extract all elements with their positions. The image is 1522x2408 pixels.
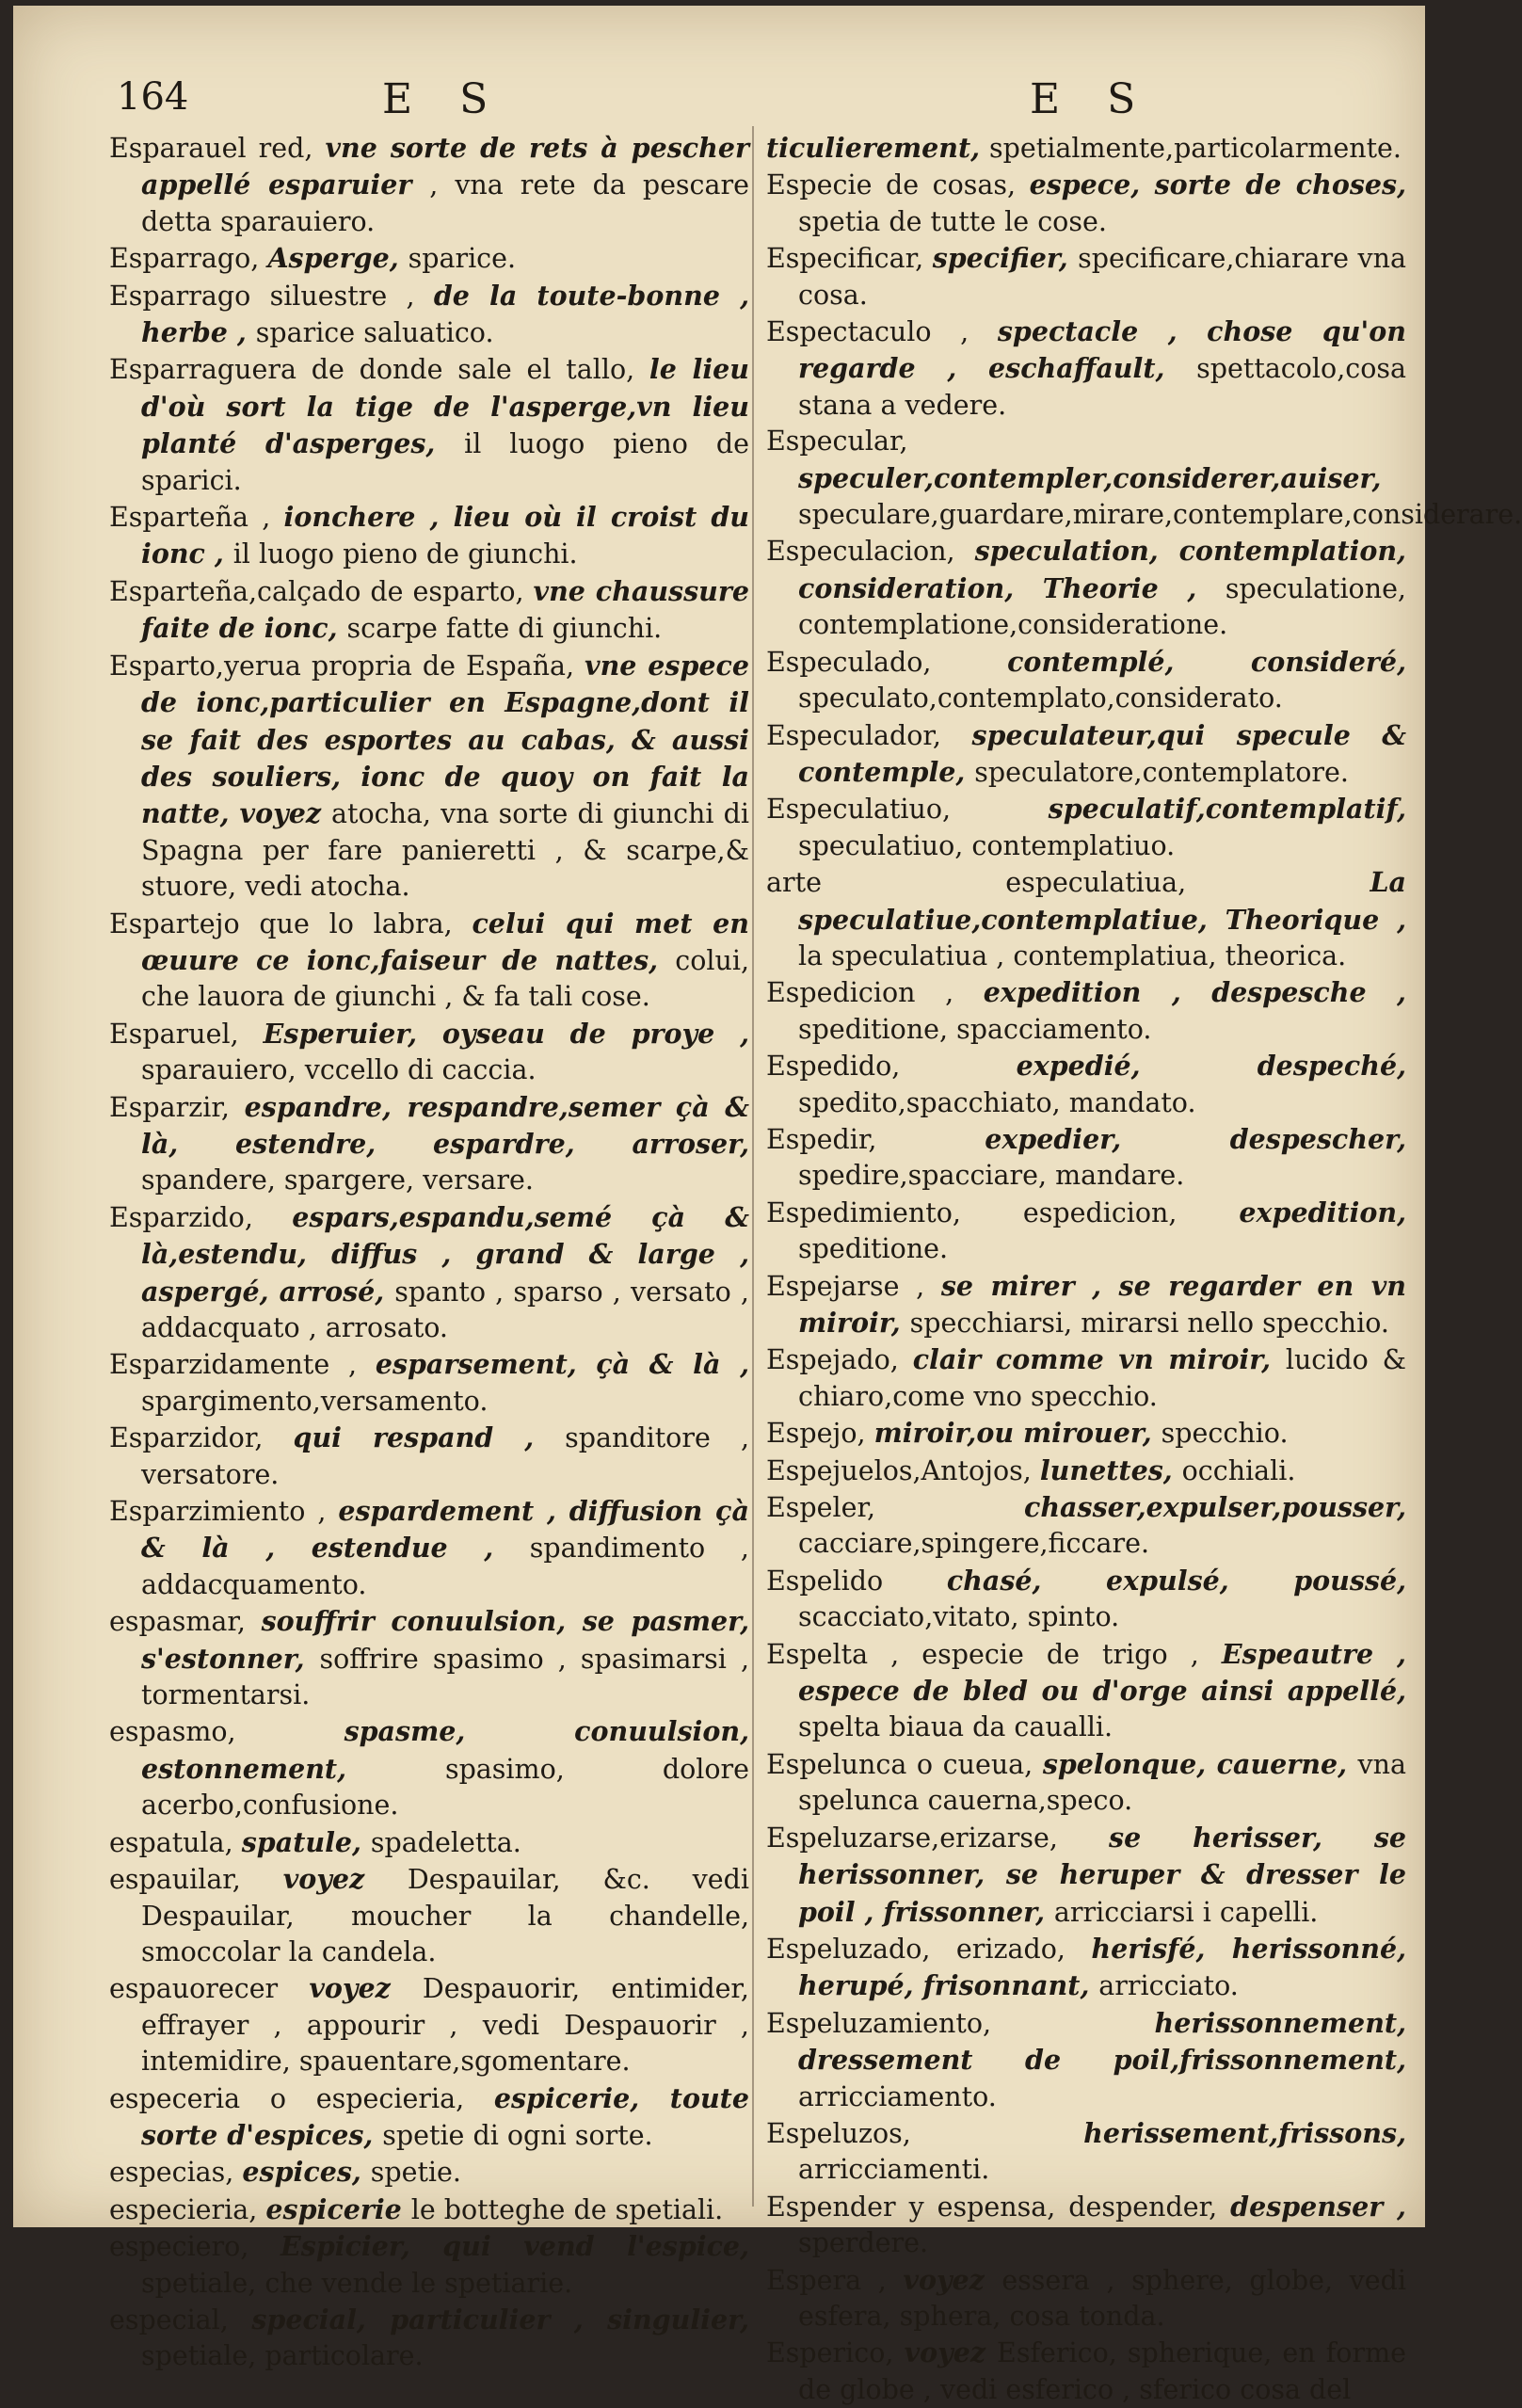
french-gloss: esparsement, çà & là ,	[375, 1348, 749, 1381]
right-column	[766, 130, 1522, 2408]
spanish-term: Especulador,	[766, 719, 972, 751]
french-gloss: expedition , despesche ,	[983, 976, 1406, 1009]
dictionary-entry	[766, 1048, 1406, 1121]
left-column	[109, 130, 749, 2375]
dictionary-entry	[109, 1824, 749, 1861]
spanish-term: Esparuel,	[109, 1018, 264, 1050]
spanish-term: Esparto,yerua propria de España,	[109, 650, 585, 682]
french-gloss: speculation, contemplation, consideration, Theorie ,	[798, 535, 1406, 604]
french-gloss: espardement , diffusion çà & là , estendue ,	[141, 1495, 750, 1565]
spanish-term: Esparteña ,	[109, 502, 284, 534]
italian-gloss: spedire,spacciare, mandare.	[798, 1160, 1185, 1192]
italian-gloss: occhiali.	[1181, 1454, 1296, 1486]
french-gloss: specifier,	[932, 242, 1079, 275]
spanish-term: espasmo,	[109, 1716, 344, 1748]
italian-gloss: spetia de tutte le cose.	[798, 205, 1107, 237]
french-gloss: espices,	[242, 2156, 371, 2189]
french-gloss: voyez	[309, 1972, 423, 2005]
dictionary-entry	[766, 130, 1406, 167]
dictionary-entry	[766, 1341, 1406, 1415]
dictionary-entry	[766, 1563, 1406, 1636]
dictionary-entry	[766, 2262, 1406, 2336]
italian-gloss: , vna rete da pescare detta sparauiero.	[141, 169, 750, 237]
italian-gloss: specificare,chiarare vna cosa.	[798, 243, 1406, 311]
french-gloss: qui respand ,	[293, 1421, 566, 1454]
italian-gloss: scacciato,vitato, spinto.	[798, 1601, 1120, 1633]
spanish-term: especias,	[109, 2157, 243, 2189]
italian-gloss: speculatore,contemplatore.	[974, 756, 1349, 788]
spanish-term: Espedido,	[766, 1051, 1017, 1083]
french-gloss: voyez	[903, 2263, 1002, 2296]
dictionary-entry	[766, 1453, 1406, 1489]
dictionary-entry	[766, 1746, 1406, 1820]
italian-gloss: essera , sphere, globe, vedi esfera, sphera, cosa tonda.	[798, 2264, 1406, 2332]
dictionary-entry	[109, 278, 749, 352]
italian-gloss: spettacolo,cosa stana a vedere.	[798, 353, 1406, 421]
dictionary-entry	[766, 2005, 1406, 2115]
spanish-term: especeria o especieria,	[109, 2082, 494, 2114]
spanish-term: arte especulatiua,	[766, 867, 1370, 899]
french-gloss: miroir,ou mirouer,	[873, 1417, 1162, 1450]
italian-gloss: atocha, vna sorte di giunchi di Spagna per fare panieretti , & scarpe,& stuore, vedi atocha.	[141, 798, 749, 903]
left-running-head: E S	[382, 75, 505, 123]
french-gloss: espicerie, toute sorte d'espices,	[141, 2081, 749, 2151]
spanish-term: espasmar,	[109, 1606, 262, 1638]
spanish-term: Especificar,	[766, 243, 933, 275]
italian-gloss: arricciamento.	[798, 2080, 997, 2112]
italian-gloss: sparauiero, vccello di caccia.	[141, 1054, 537, 1086]
spanish-term: espatula,	[109, 1826, 242, 1858]
spanish-term: Espeluzamiento,	[766, 2007, 1155, 2039]
spanish-term: Espeler,	[766, 1492, 1024, 1524]
dictionary-entry	[766, 1636, 1406, 1746]
italian-gloss: soffrire spasimo , spasimarsi , tormentarsi.	[141, 1643, 750, 1711]
french-gloss: ionchere , lieu où il croist du ionc ,	[141, 501, 749, 570]
dictionary-entry	[109, 2080, 749, 2155]
french-gloss: expedition,	[1239, 1196, 1406, 1228]
spanish-term: especial,	[109, 2304, 252, 2336]
dictionary-entry	[766, 1415, 1406, 1452]
spanish-term: espauilar,	[109, 1864, 283, 1896]
french-gloss: speculateur,qui specule & contemple,	[798, 718, 1406, 788]
spanish-term: Esparzidor,	[109, 1422, 294, 1454]
italian-gloss: cacciare,spingere,ficcare.	[798, 1528, 1150, 1560]
dictionary-entry	[109, 351, 749, 499]
french-gloss: spatule,	[241, 1825, 371, 1858]
spanish-term: Espejuelos,Antojos,	[766, 1454, 1040, 1486]
dictionary-entry	[109, 1199, 749, 1347]
spanish-term: Especulatiuo,	[766, 794, 1049, 826]
italian-gloss: spetie.	[370, 2157, 461, 2189]
italian-gloss: lucido & chiaro,come vno specchio.	[798, 1344, 1406, 1412]
italian-gloss: il luogo pieno de sparici.	[141, 428, 749, 496]
dictionary-entry	[109, 2302, 749, 2375]
dictionary-entry	[766, 533, 1406, 643]
dictionary-entry	[766, 2115, 1406, 2189]
french-gloss: de la toute-bonne , herbe ,	[141, 279, 749, 349]
french-gloss: spasme, conuulsion, estonnement,	[141, 1715, 749, 1785]
spanish-term: Espeluzarse,erizarse,	[766, 1822, 1110, 1854]
french-gloss: Esperuier, oyseau de proye ,	[263, 1017, 749, 1050]
spanish-term: Esparzidamente ,	[109, 1349, 376, 1381]
dictionary-entry	[766, 1489, 1406, 1563]
french-gloss: spectacle , chose qu'on regarde , eschaffault,	[798, 315, 1406, 385]
italian-gloss: speditione.	[798, 1233, 949, 1265]
french-gloss: espars,espandu,semé çà & là,estendu, diffus , grand & large , aspergé, arrosé,	[141, 1200, 749, 1308]
italian-gloss: spetie di ogni sorte.	[382, 2119, 653, 2151]
dictionary-entry	[109, 499, 749, 573]
spanish-term: Esparzido,	[109, 1201, 293, 1233]
dictionary-entry	[766, 2189, 1406, 2262]
italian-gloss: speculare,guardare,mirare,contemplare,considerare.	[798, 499, 1522, 531]
dictionary-entry	[766, 974, 1406, 1048]
italian-gloss: le botteghe de spetiali.	[410, 2193, 724, 2225]
french-gloss: vne espece de ionc,particulier en Espagne,dont il se fait des esportes au cabas, & aussi des souliers, ionc de quoy on fait la natte, voyez	[141, 649, 749, 830]
spanish-term: especieria,	[109, 2193, 266, 2225]
spanish-term: Espera ,	[766, 2264, 904, 2296]
french-gloss: vne chaussure faite de ionc,	[141, 574, 749, 645]
dictionary-entry	[766, 864, 1406, 974]
french-gloss: Asperge,	[267, 242, 409, 275]
italian-gloss: speculatiuo, contemplatiuo.	[798, 829, 1176, 861]
dictionary-entry	[766, 717, 1406, 792]
dictionary-entry	[109, 2154, 749, 2191]
spanish-term: Espedicion ,	[766, 977, 984, 1009]
french-gloss: La speculatiue,contemplatiue, Theorique ,	[798, 866, 1406, 936]
french-gloss: Espicier, qui vend l'espice,	[280, 2230, 749, 2263]
french-gloss: souffrir conuulsion, se pasmer, s'estonner,	[141, 1605, 750, 1675]
french-gloss: le lieu d'où sort la tige de l'asperge,vn lieu planté d'asperges,	[141, 353, 749, 460]
dictionary-entry	[766, 1195, 1406, 1268]
spanish-term: Esparrago,	[109, 243, 268, 275]
italian-gloss: spetiale, che vende le spetiarie.	[141, 2267, 573, 2299]
dictionary-page	[13, 6, 1522, 2405]
italian-gloss: spasimo, dolore acerbo,confusione.	[141, 1753, 749, 1822]
dictionary-entry	[109, 573, 749, 648]
french-gloss: herisfé, herissonné, herupé, frisonnant,	[798, 1932, 1406, 2002]
italian-gloss: spadeletta.	[370, 1826, 521, 1858]
dictionary-entry	[766, 644, 1406, 717]
french-gloss: voyez	[904, 2336, 998, 2369]
italian-gloss: arricciamenti.	[798, 2154, 990, 2186]
spanish-term: Esparzir,	[109, 1091, 245, 1123]
spanish-term: Espedir,	[766, 1123, 985, 1155]
french-gloss: voyez	[282, 1863, 408, 1896]
french-gloss: despenser ,	[1230, 2190, 1406, 2223]
italian-gloss: sperdere.	[798, 2227, 929, 2259]
french-gloss: espicerie	[265, 2192, 411, 2225]
dictionary-entry	[109, 1346, 749, 1420]
italian-gloss: Despauilar, &c. vedi Despauilar, moucher la chandelle, smoccolar la candela.	[141, 1864, 750, 1967]
dictionary-entry	[766, 1820, 1406, 1931]
dictionary-entry	[766, 240, 1406, 313]
spanish-term: Espender y espensa, despender,	[766, 2191, 1231, 2223]
dictionary-entry	[766, 791, 1406, 864]
dictionary-entry	[766, 2335, 1406, 2408]
french-gloss: se mirer , se regarder en vn miroir,	[798, 1269, 1406, 1339]
french-gloss: clair comme vn miroir,	[912, 1343, 1286, 1376]
italian-gloss: sparice saluatico.	[255, 317, 494, 349]
spanish-term: Esparzimiento ,	[109, 1496, 339, 1528]
page-number: 164	[117, 75, 189, 119]
dictionary-entry	[109, 130, 749, 240]
dictionary-entry	[766, 1931, 1406, 2005]
french-gloss: speculer,contempler,considerer,auiser,	[798, 461, 1382, 494]
dictionary-entry	[109, 1970, 749, 2079]
dictionary-entry	[766, 1121, 1406, 1195]
spanish-term: Espejarse ,	[766, 1270, 941, 1302]
italian-gloss: scarpe fatte di giunchi.	[346, 613, 663, 645]
spanish-term: Esparraguera de donde sale el tallo,	[109, 354, 649, 386]
dictionary-entry	[109, 648, 749, 906]
dictionary-entry	[109, 1861, 749, 1970]
french-gloss: speculatif,contemplatif,	[1048, 793, 1406, 826]
italian-gloss: spargimento,versamento.	[141, 1385, 489, 1417]
french-gloss: contemplé, consideré,	[1007, 645, 1406, 678]
italian-gloss: arricciato.	[1098, 1970, 1239, 2002]
spanish-term: Espectaculo ,	[766, 316, 998, 348]
dictionary-entry	[109, 1420, 749, 1493]
italian-gloss: colui, che lauora de giunchi , & fa tali cose.	[141, 944, 749, 1013]
french-gloss: special, particulier , singulier,	[251, 2303, 750, 2336]
spanish-term: Esperico,	[766, 2337, 905, 2369]
italian-gloss: spandimento , addacquamento.	[141, 1533, 749, 1600]
spanish-term: Esparauel red,	[109, 133, 326, 164]
french-gloss: spelonque, cauerne,	[1042, 1747, 1358, 1780]
italian-gloss: speculatione, contemplatione,consideratione.	[798, 572, 1406, 641]
italian-gloss: il luogo pieno de giunchi.	[232, 538, 578, 570]
dictionary-entry	[766, 1268, 1406, 1342]
spanish-term: Esparteña,calçado de esparto,	[109, 575, 534, 607]
spanish-term: espauorecer	[109, 1973, 310, 2005]
italian-gloss: spanto , sparso , versato , addacquato , arrosato.	[141, 1276, 749, 1343]
dictionary-entry	[109, 1016, 749, 1089]
french-gloss: celui qui met en œuure ce ionc,faiseur de nattes,	[141, 907, 749, 976]
italian-gloss: arricciarsi i capelli.	[1053, 1896, 1319, 1928]
italian-gloss: spetialmente,particolarmente.	[989, 133, 1402, 164]
french-gloss: espandre, respandre,semer çà & là, estendre, espardre, arroser,	[141, 1090, 749, 1160]
spanish-term: Espelido	[766, 1565, 947, 1597]
italian-gloss: Esferico, spherique, en forme de globe , vedi esferico , sferico cosa del	[798, 2337, 1406, 2405]
dictionary-entry	[109, 240, 749, 277]
dictionary-entry	[766, 424, 1522, 533]
french-gloss: vne sorte de rets à pescher appellé esparuier	[141, 132, 750, 201]
spanish-term: Especulado,	[766, 646, 1008, 678]
spanish-term: Espedimiento, espedicion,	[766, 1196, 1240, 1228]
italian-gloss: spandere, spargere, versare.	[141, 1164, 534, 1196]
italian-gloss: spetiale, particolare.	[141, 2340, 424, 2372]
french-gloss: chasser,expulser,pousser,	[1023, 1491, 1406, 1524]
french-gloss: chasé, expulsé, poussé,	[946, 1564, 1406, 1597]
spanish-term: Espejo,	[766, 1418, 874, 1450]
spanish-term: Espelunca o cueua,	[766, 1748, 1043, 1780]
italian-gloss: spedito,spacchiato, mandato.	[798, 1086, 1196, 1118]
french-gloss: se herisser, se herissonner, se heruper & dresser le poil , frissonner,	[798, 1821, 1406, 1928]
italian-gloss: specchiarsi, mirarsi nello specchio.	[909, 1308, 1389, 1339]
dictionary-entry	[109, 1603, 749, 1713]
spanish-term: Espeluzos,	[766, 2117, 1084, 2149]
italian-gloss: spanditore , versatore.	[141, 1422, 750, 1490]
spanish-term: Espejado,	[766, 1344, 913, 1376]
spanish-term: Especie de cosas,	[766, 169, 1030, 201]
dictionary-entry	[109, 2228, 749, 2302]
spanish-term: especiero,	[109, 2231, 281, 2263]
dictionary-entry	[109, 1493, 749, 1603]
french-gloss: espece, sorte de choses,	[1029, 169, 1406, 201]
dictionary-entry	[109, 906, 749, 1016]
dictionary-entry	[109, 2191, 749, 2228]
french-gloss: expedier, despescher,	[985, 1122, 1406, 1155]
french-gloss: herissonnement, dressement de poil,frissonnement,	[798, 2006, 1406, 2077]
italian-gloss: Despauorir, entimider, effrayer , appourir , vedi Despauorir , intemidire, spauentare,sgomentare.	[141, 1973, 749, 2078]
spanish-term: Especulacion,	[766, 536, 975, 568]
right-running-head: E S	[1030, 75, 1153, 123]
dictionary-entry	[766, 167, 1406, 240]
italian-gloss: la speculatiua , contemplatiua, theorica.	[798, 939, 1347, 971]
dictionary-entry	[109, 1713, 749, 1823]
italian-gloss: specchio.	[1161, 1418, 1289, 1450]
italian-gloss: vna spelunca cauerna,speco.	[798, 1748, 1406, 1817]
italian-gloss: speculato,contemplato,considerato.	[798, 682, 1283, 714]
spanish-term: Especular,	[766, 425, 908, 458]
italian-gloss: spelta biaua da caualli.	[798, 1711, 1113, 1743]
spanish-term: Espartejo que lo labra,	[109, 907, 473, 939]
dictionary-entry	[766, 313, 1406, 424]
column-divider	[752, 126, 754, 2207]
french-gloss: ticulierement,	[766, 132, 990, 164]
french-gloss: herissement,frissons,	[1083, 2116, 1406, 2149]
spanish-term: Espeluzado, erizado,	[766, 1933, 1092, 1965]
dictionary-entry	[109, 1089, 749, 1199]
spanish-term: Esparrago siluestre ,	[109, 280, 434, 312]
french-gloss: Espeautre , espece de bled ou d'orge ainsi appellé,	[798, 1637, 1406, 1708]
french-gloss: expedié, despeché,	[1016, 1050, 1406, 1083]
spanish-term: Espelta , especie de trigo ,	[766, 1638, 1222, 1670]
french-gloss: lunettes,	[1039, 1453, 1182, 1486]
italian-gloss: speditione, spacciamento.	[798, 1013, 1152, 1045]
italian-gloss: sparice.	[408, 243, 517, 275]
